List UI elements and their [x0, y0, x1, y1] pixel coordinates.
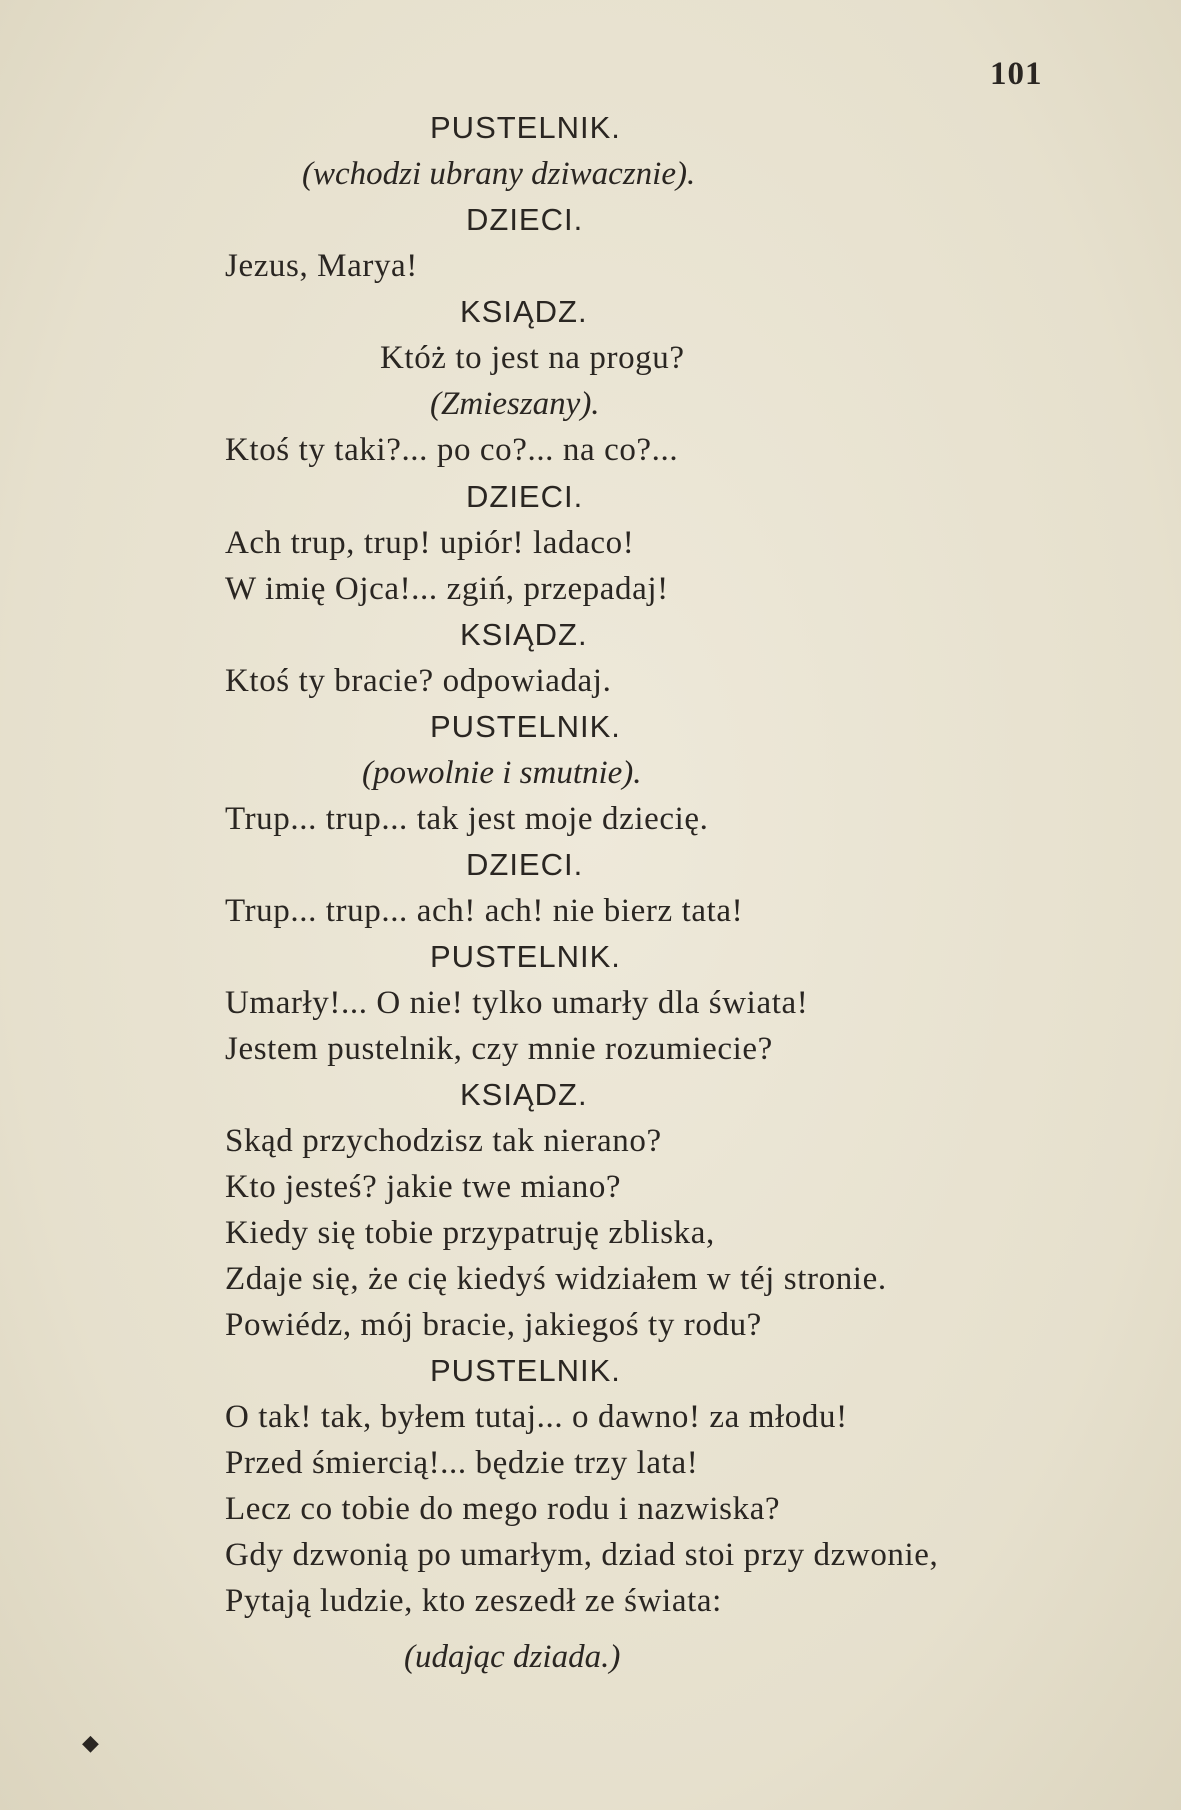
verse-line: Jestem pustelnik, czy mnie rozumiecie?: [225, 1031, 773, 1067]
verse-line: Skąd przychodzisz tak nierano?: [225, 1123, 662, 1159]
page-number: 101: [990, 56, 1043, 92]
stage-direction: (udając dziada.): [404, 1639, 621, 1675]
verse-line: Zdaje się, że cię kiedyś widziałem w téj stronie.: [225, 1261, 887, 1297]
verse-line: Trup... trup... ach! ach! nie bierz tata!: [225, 893, 744, 929]
speaker-heading: DZIECI.: [466, 847, 584, 882]
speaker-heading: KSIĄDZ.: [460, 294, 588, 329]
stage-direction: (Zmieszany).: [430, 386, 600, 422]
verse-line: W imię Ojca!... zgiń, przepadaj!: [225, 571, 669, 607]
verse-line: Przed śmiercią!... będzie trzy lata!: [225, 1445, 699, 1481]
speaker-heading: KSIĄDZ.: [460, 617, 588, 652]
stage-direction: (wchodzi ubrany dziwacznie).: [302, 156, 696, 192]
verse-line: Jezus, Marya!: [225, 248, 418, 284]
speaker-heading: PUSTELNIK.: [430, 1353, 621, 1388]
speaker-heading: KSIĄDZ.: [460, 1077, 588, 1112]
verse-line: Któż to jest na progu?: [380, 340, 685, 376]
verse-line: Kto jesteś? jakie twe miano?: [225, 1169, 622, 1205]
verse-line: Powiédz, mój bracie, jakiegoś ty rodu?: [225, 1307, 762, 1343]
speaker-heading: PUSTELNIK.: [430, 110, 621, 145]
verse-line: Lecz co tobie do mego rodu i nazwiska?: [225, 1491, 781, 1527]
stage-direction: (powolnie i smutnie).: [362, 755, 642, 791]
verse-line: Trup... trup... tak jest moje dziecię.: [225, 801, 709, 837]
speaker-heading: DZIECI.: [466, 479, 584, 514]
ink-mark-icon: ◆: [82, 1730, 99, 1755]
speaker-heading: DZIECI.: [466, 202, 584, 237]
verse-line: Pytają ludzie, kto zeszedł ze świata:: [225, 1583, 722, 1619]
verse-line: Gdy dzwonią po umarłym, dziad stoi przy dzwonie,: [225, 1537, 939, 1573]
verse-line: Ktoś ty taki?... po co?... na co?...: [225, 432, 679, 468]
verse-line: Ach trup, trup! upiór! ladaco!: [225, 525, 635, 561]
verse-line: O tak! tak, byłem tutaj... o dawno! za młodu!: [225, 1399, 848, 1435]
speaker-heading: PUSTELNIK.: [430, 709, 621, 744]
verse-line: Kiedy się tobie przypatruję zbliska,: [225, 1215, 715, 1251]
speaker-heading: PUSTELNIK.: [430, 939, 621, 974]
verse-line: Umarły!... O nie! tylko umarły dla świata!: [225, 985, 809, 1021]
verse-line: Ktoś ty bracie? odpowiadaj.: [225, 663, 612, 699]
